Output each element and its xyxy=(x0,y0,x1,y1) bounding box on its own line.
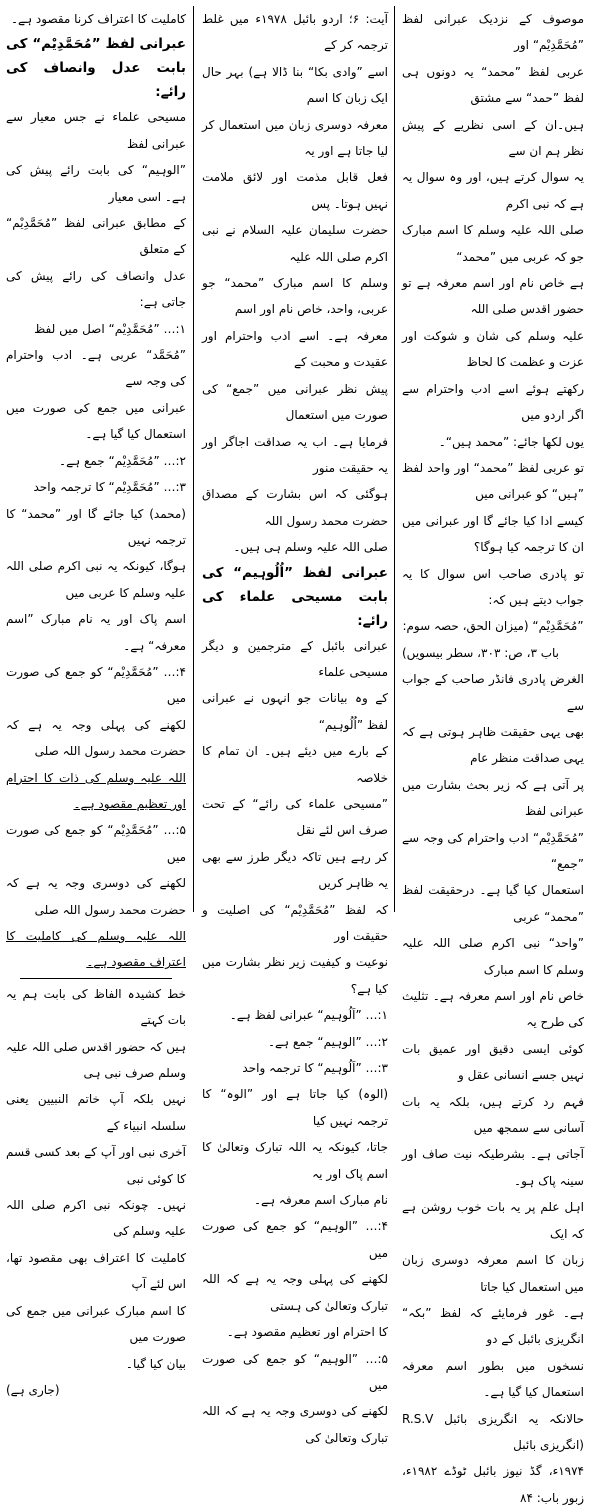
text-line: کہ لفظ ”مُحَمَّدِیْم“ کی اصلیت و حقیقت اور xyxy=(202,902,388,943)
text-line: حالانکہ یہ انگریزی بائبل R.S.V (انگریزی بائبل xyxy=(402,1411,584,1452)
text-line: ۳:… ”مُحَمَّدِیْم“ کا ترجمہ واحد xyxy=(33,480,186,495)
text-line: ”مسیحی علماء کی رائے“ کے تحت صرف اس لئے نقل xyxy=(202,796,388,838)
text-line: آخری نبی اور آپ کے بعد کسی قسم کا کوئی نبی xyxy=(6,1145,186,1186)
text-line: معرفہ دوسری زبان میں استعمال کر لیا جاتا ہے اور یہ xyxy=(202,117,388,159)
text-line: جاتا، کیونکہ یہ اللہ تبارک وتعالیٰ کا اسم پاک اور یہ xyxy=(202,1140,388,1181)
text-line: علیہ وسلم کی شان و شوکت اور عزت و عظمت کا لحاظ xyxy=(402,328,584,370)
text-line: ۱:… ”اَلُوہیم“ عبرانی لفظ ہے۔ xyxy=(229,1008,388,1023)
text-line: لکھنے کی دوسری وجہ یہ ہے کہ حضرت محمد رسول اللہ صلی xyxy=(6,876,186,917)
continued-note: (جاری ہے) xyxy=(6,1382,60,1397)
text-line: کاملیت کا اعتراف کرنا مقصود ہے۔ xyxy=(11,12,186,26)
text-line: ۵:… ”مُحَمَّدِیْم“ کو جمع کی صورت میں xyxy=(6,823,186,864)
text-line: مسیحی علماء نے جس معیار سے عبرانی لفظ xyxy=(6,110,186,151)
text-line: پیش نظر عبرانی میں ”جمع“ کی صورت میں استعمال xyxy=(202,381,388,423)
text-line: رکھتے ہوئے اسے ادب واحترام سے اگر اردو میں xyxy=(402,381,584,423)
text-line: اہل علم پر یہ بات خوب روشن ہے کہ ایک xyxy=(402,1200,584,1241)
text-line: ۴:… ”مُحَمَّدِیْم“ کو جمع کی صورت میں xyxy=(6,664,186,706)
text-line: ”واحد“ نبی اکرم صلی اللہ علیہ وسلم کا اسم مبارک xyxy=(402,936,584,977)
text-line: تو عربی لفظ ”محمد“ اور واحد لفظ ”ہیں“ کو عبرانی میں xyxy=(402,460,584,502)
text-line: کوئی ایسی دقیق اور عمیق بات نہیں جسے انسانی عقل و xyxy=(402,1041,584,1083)
text-line: کے بارے میں دیئے ہیں۔ ان تمام کا خلاصہ xyxy=(202,744,388,785)
column-middle xyxy=(202,6,388,1445)
text-line: نہیں۔ چونکہ نبی اکرم صلی اللہ علیہ وسلم کی xyxy=(6,1198,186,1239)
text-line: اسے ”وادی بکا“ بنا ڈالا ہے) بہر حال ایک زبان کا اسم xyxy=(202,64,388,106)
text-line: زبان کا اسم معرفہ دوسری زبان میں استعمال کیا جاتا xyxy=(402,1253,584,1294)
text-line: ”الوہیم“ کی بابت رائے پیش کی ہے۔ اسی معیار xyxy=(6,163,186,204)
text-line: ۴:… ”الوہیم“ کو جمع کی صورت میں xyxy=(202,1219,388,1260)
text-line: کر رہے ہیں تاکہ دیگر طرز سے بھی یہ ظاہر کریں xyxy=(202,849,388,891)
text-line: یہ سوال کرتے ہیں، اور وہ سوال یہ ہے کہ نبی اکرم xyxy=(402,170,584,211)
text-line: بیان کیا گیا۔ xyxy=(125,1356,186,1371)
text-line: ہیں۔ان کے اسی نظریے کے پیش نظر ہم ان سے xyxy=(402,117,584,159)
text-line: ہوگا، کیونکہ یہ نبی اکرم صلی اللہ علیہ وسلم کا عربی میں xyxy=(6,559,186,600)
column-right xyxy=(402,6,584,1505)
text-line: ”مُحَمَّد“ عربی ہے۔ ادب واحترام کی وجہ سے xyxy=(6,348,186,389)
text-line: آجاتی ہے۔ بشرطیکہ نیت صاف اور سینہ پاک ہو۔ xyxy=(402,1147,584,1188)
text-line: تو پادری صاحب اس سوال کا یہ جواب دیتے ہیں کہ: xyxy=(402,566,584,607)
text-line: صلی اللہ علیہ وسلم کا اسم مبارک جو کہ عربی میں ”محمد“ xyxy=(402,223,584,264)
text-line: فرمایا ہے۔ اب یہ صداقت اجاگر اور یہ حقیقت منور xyxy=(202,434,388,475)
column-left xyxy=(6,6,186,1397)
text-line: لکھنے کی پہلی وجہ یہ ہے کہ اللہ تبارک وتعالیٰ کی ہستی xyxy=(202,1272,388,1313)
text-line: فعل قابل مذمت اور لائق ملامت نہیں ہوتا۔ پس xyxy=(202,170,388,211)
text-line: ۱:… ”مُحَمَّدِیْم“ اصل میں لفظ xyxy=(34,321,186,336)
text-line: ”مُحَمَّدِیْم“ ادب واحترام کی وجہ سے ”جمع“ xyxy=(402,830,584,871)
text-line: عدل وانصاف کی رائے پیش کی جاتی ہے: xyxy=(6,268,186,310)
reference-line: باب ۳، ص: ۳۰۳، سطر بیسویں) xyxy=(402,645,560,660)
text-line: ۵:… ”الوہیم“ کو جمع کی صورت میں xyxy=(202,1351,388,1392)
text-line: نسخوں میں بطور اسم معرفہ استعمال کیا گیا ہے۔ xyxy=(402,1358,584,1400)
text-line: کا اسم مبارک عبرانی میں جمع کی صورت میں xyxy=(6,1303,186,1345)
text-line: ۲:… ”مُحَمَّدِیْم“ جمع ہے۔ xyxy=(59,453,186,468)
text-line: عبرانی میں جمع کی صورت میں استعمال کیا گیا ہے۔ xyxy=(6,400,186,442)
text-line: عربی لفظ ”محمد“ یہ دونوں ہی لفظ ”حمد“ سے مشتق xyxy=(402,64,584,106)
text-line: لکھنے کی پہلی وجہ یہ ہے کہ حضرت محمد رسول اللہ صلی xyxy=(6,717,186,759)
text-line: ہے۔ غور فرمایئے کہ لفظ ”بکہ“ انگریزی بائبل کے دو xyxy=(402,1305,584,1347)
column-divider xyxy=(394,6,395,912)
underlined-line: اللہ علیہ وسلم کی ذات کا احترام اور تعظیم مقصود ہے۔ xyxy=(6,770,186,811)
text-line: کے مطابق عبرانی لفظ ”مُحَمَّدِیْم“ کے متعلق xyxy=(6,216,186,257)
text-line: نام مبارک اسم معرفہ ہے۔ xyxy=(254,1193,388,1208)
text-line: ”مُحَمَّدِیْم“ (میزان الحق، حصہ سوم: xyxy=(402,619,584,634)
section-heading: عبرانی لفظ ”اُلُوہیم“ کی بابت مسیحی علماء کی رائے: xyxy=(202,564,388,629)
text-line: موصوف کے نزدیک عبرانی لفظ ”مُحَمَّدِیْم“ اور xyxy=(402,12,584,53)
text-line: پر آتی ہے کہ زیر بحث بشارت میں عبرانی لفظ xyxy=(402,777,584,819)
underlined-line: اللہ علیہ وسلم کی کاملیت کا اعتراف مقصود ہے۔ xyxy=(6,929,186,970)
text-line: ہے خاص نام اور اسم معرفہ ہے تو حضور اقدس صلی اللہ xyxy=(402,276,584,317)
text-line: خاص نام اور اسم معرفہ ہے۔ تثلیث کی طرح یہ xyxy=(402,989,584,1030)
text-line: کا احترام اور تعظیم مقصود ہے۔ xyxy=(226,1325,388,1340)
text-line: صلی اللہ علیہ وسلم ہی ہیں۔ xyxy=(233,540,388,555)
text-line: استعمال کیا گیا ہے۔ درحقیقت لفظ ”محمد“ عربی xyxy=(402,883,584,924)
text-line: نہیں بلکہ آپ خاتم النبیین یعنی سلسلہ انبیاء کے xyxy=(6,1092,186,1133)
text-line: (الوہ) کیا جاتا ہے اور ”الوہ“ کا ترجمہ نہیں کیا xyxy=(202,1087,388,1128)
text-line: ہوگئی کہ اس بشارت کے مصداق حضرت محمد رسول اللہ xyxy=(202,487,388,528)
text-line: خط کشیدہ الفاظ کی بابت ہم یہ بات کہتے xyxy=(6,986,186,1028)
text-line: عبرانی بائبل کے مترجمین و دیگر مسیحی علماء xyxy=(202,638,388,679)
text-line: اسم پاک اور یہ نام مبارک ”اسم معرفہ“ ہے۔ xyxy=(6,612,186,653)
text-line: بھی یہی حقیقت ظاہر ہوتی ہے کہ یہی صداقت منظر عام xyxy=(402,724,584,766)
text-line: فہم رد کرتے ہیں، بلکہ یہ بات آسانی سے سمجھ میں xyxy=(402,1094,584,1136)
text-line: وسلم کا اسم مبارک ”محمد“ جو عربی، واحد، خاص نام اور اسم xyxy=(202,276,388,317)
text-line: نوعیت و کیفیت زیر نظر بشارت میں کیا ہے؟ xyxy=(202,955,388,996)
text-line: ہیں کہ حضور اقدس صلی اللہ علیہ وسلم صرف نبی ہی xyxy=(6,1039,186,1081)
text-line: الغرض پادری فانڈر صاحب کے جواب سے xyxy=(402,672,584,713)
text-line: آیت: ۶؛ اردو بائبل ۱۹۷۸ء میں غلط ترجمہ کر کے xyxy=(202,12,388,53)
text-line: ۳:… ”اَلُوہیم“ کا ترجمہ واحد xyxy=(242,1061,388,1076)
text-line: ۱۹۷۴ء، گڈ نیوز بائبل ٹوڈے ۱۹۸۲ء، زبور باب: ۸۴ xyxy=(402,1464,584,1505)
column-divider xyxy=(193,6,194,912)
section-heading: عبرانی لفظ ”مُحَمَّدِیْم“ کی بابت عدل وانصاف کی رائے: xyxy=(6,36,186,101)
text-line: یوں لکھا جائے: ”محمد ہیں“۔ xyxy=(438,434,584,449)
text-line: کیسے ادا کیا جائے گا اور عبرانی میں ان کا ترجمہ کیا ہوگا؟ xyxy=(402,513,584,555)
text-line: (محمد) کیا جائے گا اور ”محمد“ کا ترجمہ نہیں xyxy=(6,506,186,547)
text-line: لکھنے کی دوسری وجہ یہ ہے کہ اللہ تبارک وتعالیٰ کی xyxy=(202,1404,388,1445)
text-line: کاملیت کا اعتراف بھی مقصود تھا، اس لئے آپ xyxy=(6,1250,186,1292)
text-line: معرفہ ہے۔ اسے ادب واحترام اور عقیدت و محبت کے xyxy=(202,328,388,370)
text-line: کے وہ بیانات جو انہوں نے عبرانی لفظ ”اُلُوہیم“ xyxy=(202,691,388,732)
text-line: حضرت سلیمان علیہ السلام نے نبی اکرم صلی اللہ علیہ xyxy=(202,223,388,264)
text-line: ۲:… ”الوہیم“ جمع ہے۔ xyxy=(267,1034,388,1049)
separator-rule xyxy=(20,978,172,979)
